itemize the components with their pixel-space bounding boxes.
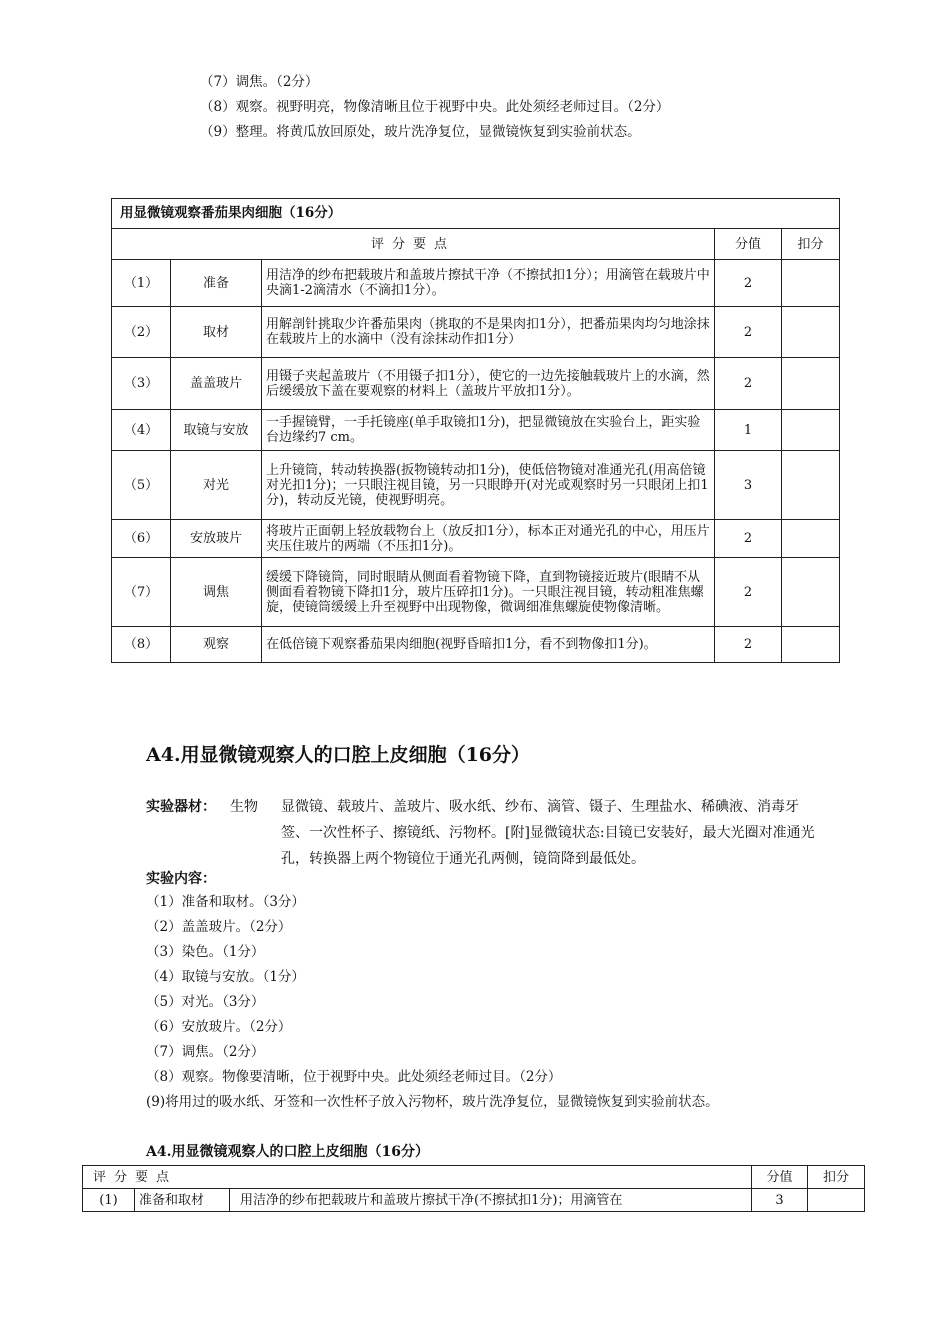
- row-number: （3）: [112, 358, 171, 410]
- row-description: 上升镜筒，转动转换器(扳物镜转动扣1分)，使低倍物镜对准通光孔(用高倍镜对光扣1分)；一只眼注视目镜，另一只眼睁开(对光或观察时另一只眼闭上扣1分)，转动反光镜，使视野明亮。: [262, 451, 715, 520]
- row-number: （6）: [112, 520, 171, 558]
- table1-title: 用显微镜观察番茄果肉细胞（16分）: [112, 199, 840, 229]
- row-score: 3: [752, 1189, 808, 1212]
- section-title: A4.用显微镜观察人的口腔上皮细胞（16分）: [146, 744, 531, 766]
- row-description: 将玻片正面朝上轻放载物台上（放反扣1分），标本正对通光孔的中心，用压片夹压住玻片的两端（不压扣1分)。: [262, 520, 715, 558]
- row-deduct-cell: [808, 1189, 865, 1212]
- row-score: 3: [715, 451, 782, 520]
- row-item: 取镜与安放: [171, 410, 262, 451]
- content-label: 实验内容：: [146, 871, 216, 887]
- row-number: （7）: [112, 558, 171, 627]
- table2-header-score: 分值: [752, 1166, 808, 1189]
- row-item: 盖盖玻片: [171, 358, 262, 410]
- row-number: （4）: [112, 410, 171, 451]
- row-item: 对光: [171, 451, 262, 520]
- table2-header-deduct: 扣分: [808, 1166, 865, 1189]
- oral-cell-scoring-table: [82, 1165, 865, 1212]
- row-score: 2: [715, 358, 782, 410]
- step-item: (9)将用过的吸水纸、牙签和一次性杯子放入污物杯，玻片洗净复位，显微镜恢复到实验前状态。: [146, 1094, 719, 1110]
- table-row: [112, 307, 840, 358]
- table1-header-criteria: 评分要点: [112, 229, 715, 260]
- row-number: （2）: [112, 307, 171, 358]
- row-deduct-cell: [782, 558, 840, 627]
- row-deduct-cell: [782, 520, 840, 558]
- row-score: 2: [715, 520, 782, 558]
- row-number: （8）: [112, 627, 171, 663]
- table-row: [83, 1189, 865, 1212]
- table-row: [112, 627, 840, 663]
- step-item: （6）安放玻片。（2分）: [146, 1019, 292, 1035]
- table-row: [112, 410, 840, 451]
- row-score: 1: [715, 410, 782, 451]
- row-number: (1): [83, 1189, 135, 1212]
- row-deduct-cell: [782, 307, 840, 358]
- table-row: [112, 558, 840, 627]
- table-row: [112, 358, 840, 410]
- row-item: 准备: [171, 260, 262, 307]
- materials-text: 显微镜、载玻片、盖玻片、吸水纸、纱布、滴管、镊子、生理盐水、稀碘液、消毒牙签、一次性杯子、擦镜纸、污物杯。[附]显微镜状态:目镜已安装好，最大光圈对准通光孔，转换器上两个物镜位于通光孔两侧，镜筒降到最低处。: [281, 799, 815, 867]
- tomato-scoring-table: [111, 198, 840, 663]
- row-deduct-cell: [782, 358, 840, 410]
- top-step-8: （8）观察。视野明亮，物像清晰且位于视野中央。此处须经老师过目。（2分）: [200, 99, 670, 115]
- step-item: （7）调焦。（2分）: [146, 1044, 265, 1060]
- row-number: （1）: [112, 260, 171, 307]
- step-item: （5）对光。（3分）: [146, 994, 265, 1010]
- table-row: [112, 520, 840, 558]
- row-item: 安放玻片: [171, 520, 262, 558]
- materials-subject: 生物: [230, 799, 258, 815]
- table2-title: A4.用显微镜观察人的口腔上皮细胞（16分）: [146, 1144, 429, 1160]
- row-description: 用解剖针挑取少许番茄果肉（挑取的不是果肉扣1分），把番茄果肉均匀地涂抹在载玻片上的水滴中（没有涂抹动作扣1分）: [262, 307, 715, 358]
- row-description: 用洁净的纱布把载玻片和盖玻片擦拭干净（不擦拭扣1分）；用滴管在载玻片中央滴1-2滴清水（不滴扣1分）。: [262, 260, 715, 307]
- table1-header-score: 分值: [715, 229, 782, 260]
- row-score: 2: [715, 260, 782, 307]
- row-deduct-cell: [782, 451, 840, 520]
- row-deduct-cell: [782, 260, 840, 307]
- step-item: （1）准备和取材。（3分）: [146, 894, 305, 910]
- row-score: 2: [715, 627, 782, 663]
- table2-header-criteria: 评分要点: [83, 1166, 752, 1189]
- table-row: [112, 451, 840, 520]
- step-item: （8）观察。物像要清晰，位于视野中央。此处须经老师过目。（2分）: [146, 1069, 562, 1085]
- experiment-steps-list: [146, 890, 826, 1115]
- top-step-7: （7）调焦。（2分）: [200, 74, 319, 90]
- row-description: 用镊子夹起盖玻片（不用镊子扣1分），使它的一边先接触载玻片上的水滴，然后缓缓放下盖在要观察的材料上（盖玻片平放扣1分）。: [262, 358, 715, 410]
- table1-header-deduct: 扣分: [782, 229, 840, 260]
- row-description: 用洁净的纱布把载玻片和盖玻片擦拭干净(不擦拭扣1分)；用滴管在: [230, 1189, 752, 1212]
- step-item: （4）取镜与安放。（1分）: [146, 969, 305, 985]
- row-item: 准备和取材: [135, 1189, 230, 1212]
- top-steps-list: [200, 70, 900, 145]
- row-item: 观察: [171, 627, 262, 663]
- step-item: （2）盖盖玻片。（2分）: [146, 919, 292, 935]
- row-deduct-cell: [782, 410, 840, 451]
- row-description: 在低倍镜下观察番茄果肉细胞(视野昏暗扣1分，看不到物像扣1分)。: [262, 627, 715, 663]
- row-score: 2: [715, 558, 782, 627]
- row-score: 2: [715, 307, 782, 358]
- row-item: 调焦: [171, 558, 262, 627]
- row-description: 缓缓下降镜筒，同时眼睛从侧面看着物镜下降，直到物镜接近玻片(眼睛不从侧面看着物镜下降扣1分，玻片压碎扣1分)。一只眼注视目镜，转动粗准焦螺旋，使镜筒缓缓上升至视野中出现物像，微调细准焦螺旋使物像清晰。: [262, 558, 715, 627]
- materials-label: 实验器材：: [146, 799, 216, 815]
- row-number: （5）: [112, 451, 171, 520]
- step-item: （3）染色。（1分）: [146, 944, 265, 960]
- row-deduct-cell: [782, 627, 840, 663]
- row-description: 一手握镜臂，一手托镜座(单手取镜扣1分)，把显微镜放在实验台上，距实验台边缘约7 cm。: [262, 410, 715, 451]
- row-item: 取材: [171, 307, 262, 358]
- table-row: [112, 260, 840, 307]
- top-step-9: （9）整理。将黄瓜放回原处，玻片洗净复位，显微镜恢复到实验前状态。: [200, 124, 641, 140]
